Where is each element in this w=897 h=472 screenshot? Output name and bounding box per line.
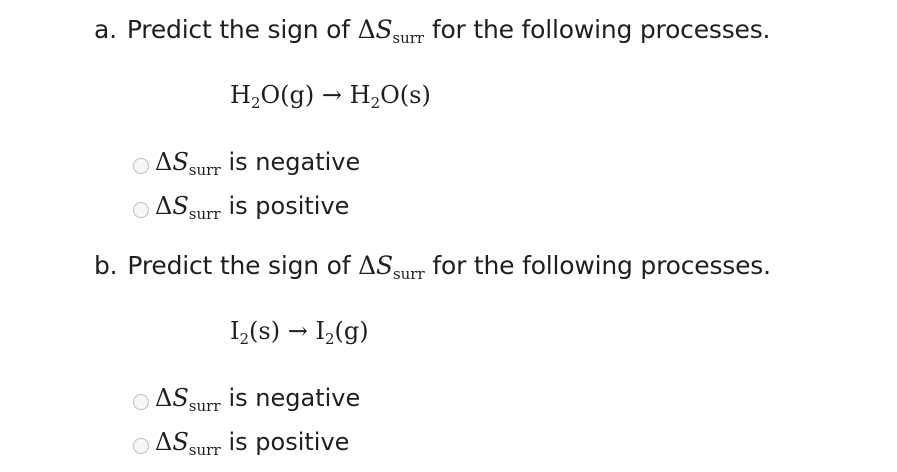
radio-button[interactable] (133, 394, 149, 410)
option-label: is positive (228, 192, 350, 220)
reaction-equation: $I_2(s) \to I_2(g)$ (230, 317, 369, 348)
entropy-symbol: $\Delta S_{surr}$ (155, 192, 221, 223)
radio-button[interactable] (133, 438, 149, 454)
reaction-arrow: → (287, 317, 308, 345)
reaction-equation: $H_2O(g) \to H_2O(s)$ (230, 81, 431, 112)
radio-button[interactable] (133, 158, 149, 174)
prompt-text-after: for the following processes. (432, 251, 771, 280)
option-positive[interactable] (133, 190, 349, 230)
prompt-text-before: Predict the sign of (126, 15, 350, 44)
prompt-text-after: for the following processes. (431, 15, 771, 44)
entropy-symbol: $\Delta S_{surr}$ (155, 148, 221, 179)
entropy-symbol: $\Delta S_{surr}$ (155, 428, 221, 459)
entropy-symbol: $\Delta S_{surr}$ (358, 251, 425, 283)
radio-button[interactable] (133, 202, 149, 218)
question-label: b. (94, 251, 118, 280)
option-negative[interactable] (133, 382, 360, 422)
option-label: is negative (228, 384, 361, 412)
option-positive[interactable] (133, 426, 349, 466)
question-label: a. (94, 15, 117, 44)
question-prompt (94, 13, 770, 55)
prompt-text-before: Predict the sign of (127, 251, 351, 280)
question-prompt (94, 249, 771, 291)
option-negative[interactable] (133, 146, 360, 186)
option-label: is negative (228, 148, 361, 176)
reaction-arrow: → (321, 81, 342, 109)
entropy-symbol: $\Delta S_{surr}$ (357, 15, 425, 47)
option-label: is positive (228, 428, 350, 456)
entropy-symbol: $\Delta S_{surr}$ (155, 384, 221, 415)
